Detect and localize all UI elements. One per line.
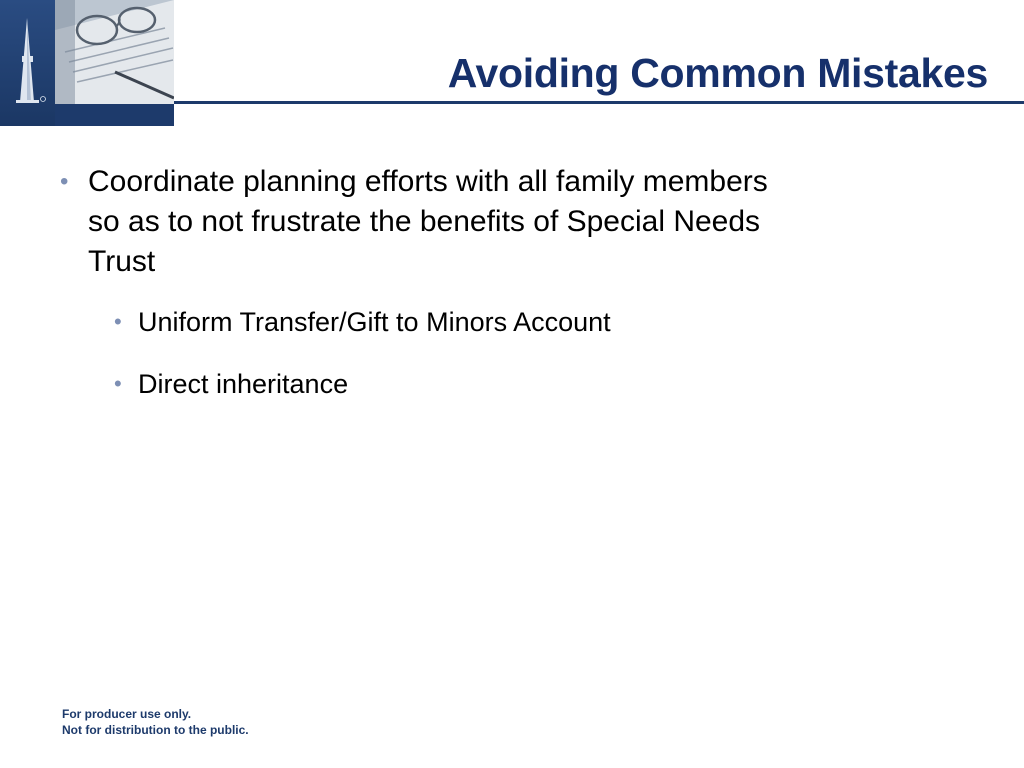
header-logo-block — [0, 0, 174, 126]
header-divider — [174, 101, 1024, 104]
sub-bullet-text: Direct inheritance — [138, 369, 349, 399]
sub-bullet-item — [58, 366, 798, 402]
bullet-glyph: • — [114, 309, 122, 334]
slide-title: Avoiding Common Mistakes — [447, 50, 988, 96]
bullet-glyph: • — [114, 371, 122, 396]
photo-icon — [55, 0, 174, 104]
glasses-and-pen-on-document-photo — [55, 0, 174, 104]
photo-base — [55, 104, 174, 126]
pyramid-building-logo-icon — [0, 0, 55, 126]
bullet-item — [58, 162, 798, 282]
sub-bullet-item — [58, 304, 798, 340]
footer-line-1: For producer use only. — [62, 707, 192, 721]
sub-bullet-text: Uniform Transfer/Gift to Minors Account — [138, 307, 611, 337]
bullet-glyph: • — [60, 168, 69, 195]
slide-body — [58, 162, 798, 428]
footer-line-2: Not for distribution to the public. — [62, 723, 249, 737]
bullet-text: Coordinate planning efforts with all family members so as to not frustrate the benefits of Special Needs Trust — [88, 165, 768, 278]
logo-strip — [0, 0, 55, 126]
footer-disclaimer — [62, 706, 249, 738]
